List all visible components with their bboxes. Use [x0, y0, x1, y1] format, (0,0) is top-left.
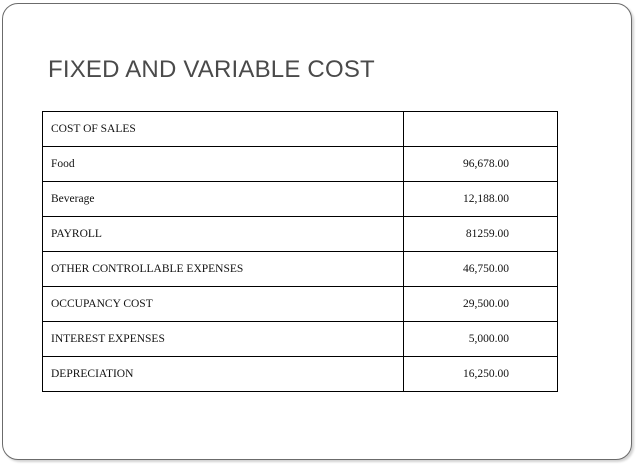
row-value — [404, 112, 558, 147]
row-value: 16,250.00 — [404, 357, 558, 392]
row-value: 29,500.00 — [404, 287, 558, 322]
table-row — [43, 182, 558, 217]
row-label: OCCUPANCY COST — [43, 287, 404, 322]
cost-table — [42, 111, 558, 392]
row-label: COST OF SALES — [43, 112, 404, 147]
table-row — [43, 112, 558, 147]
row-label: OTHER CONTROLLABLE EXPENSES — [43, 252, 404, 287]
row-value: 81259.00 — [404, 217, 558, 252]
row-value: 96,678.00 — [404, 147, 558, 182]
row-value: 46,750.00 — [404, 252, 558, 287]
row-label: Beverage — [43, 182, 404, 217]
table-row — [43, 147, 558, 182]
row-label: PAYROLL — [43, 217, 404, 252]
row-value: 12,188.00 — [404, 182, 558, 217]
table-row — [43, 322, 558, 357]
table-row — [43, 217, 558, 252]
row-value: 5,000.00 — [404, 322, 558, 357]
table-row — [43, 252, 558, 287]
row-label: Food — [43, 147, 404, 182]
slide-title: FIXED AND VARIABLE COST — [48, 56, 375, 83]
row-label: DEPRECIATION — [43, 357, 404, 392]
table-row — [43, 357, 558, 392]
row-label: INTEREST EXPENSES — [43, 322, 404, 357]
table-row — [43, 287, 558, 322]
